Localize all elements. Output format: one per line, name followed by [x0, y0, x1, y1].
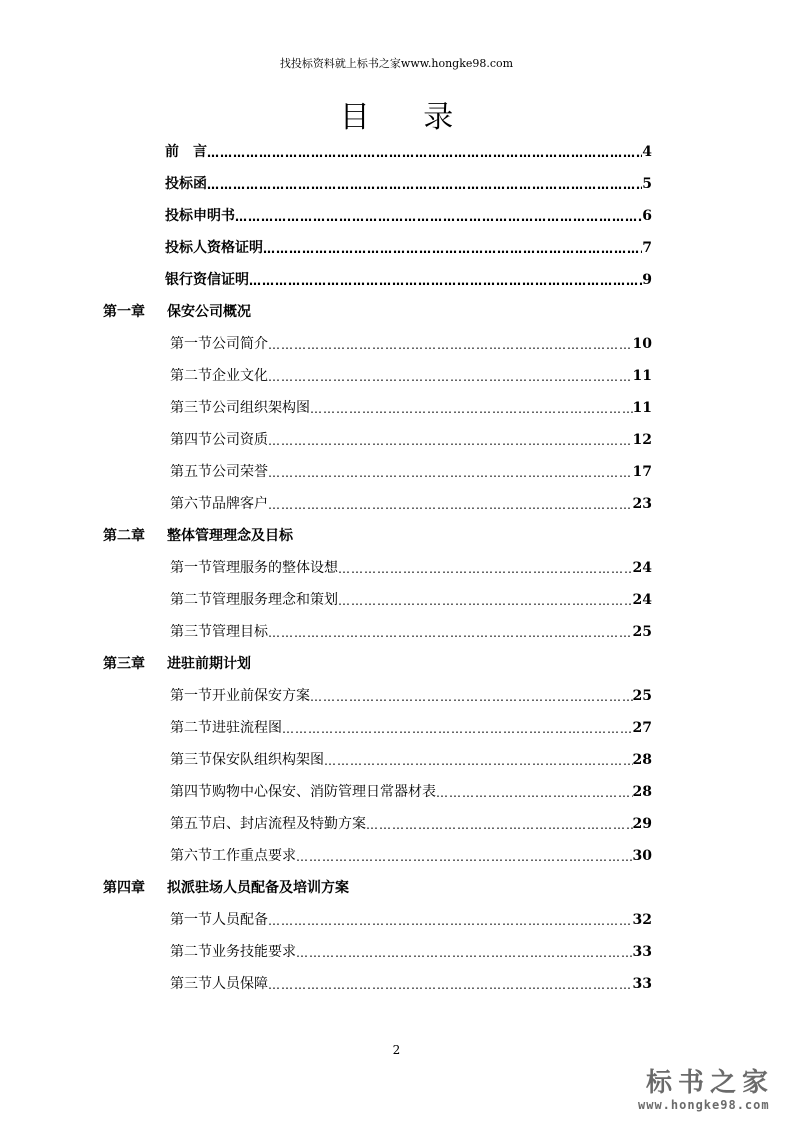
toc-entry-text: 银行资信证明 — [165, 272, 249, 288]
dot-leader — [268, 976, 633, 994]
toc-section[interactable] — [170, 686, 652, 706]
dot-leader — [207, 144, 642, 162]
section-text: 启、封店流程及特勤方案 — [212, 816, 366, 832]
section-label: 第二节 — [170, 944, 212, 960]
toc-section[interactable] — [170, 398, 652, 418]
toc-entry-page: 9 — [642, 272, 652, 288]
toc-entry-text: 投标函 — [165, 176, 207, 192]
toc-section[interactable] — [170, 846, 652, 866]
page-header: 找投标资料就上标书之家www.hongke98.com — [279, 57, 514, 70]
section-page: 23 — [632, 496, 652, 512]
toc-entry[interactable] — [165, 174, 652, 194]
dot-leader — [249, 272, 642, 290]
section-text: 公司简介 — [212, 336, 268, 352]
brand-logo-text: 标书之家 — [646, 1068, 775, 1098]
section-label: 第一节 — [170, 560, 212, 576]
section-page: 33 — [632, 944, 652, 960]
toc-entry-text: 投标人资格证明 — [165, 240, 263, 256]
section-label: 第三节 — [170, 624, 212, 640]
chapter-title: 进驻前期计划 — [167, 656, 251, 672]
toc-section[interactable] — [170, 494, 652, 514]
section-text: 管理目标 — [212, 624, 268, 640]
section-text: 公司组织架构图 — [212, 400, 310, 416]
dot-leader — [207, 176, 642, 194]
toc-chapter[interactable] — [103, 654, 251, 674]
chapter-title: 整体管理理念及目标 — [167, 528, 293, 544]
toc-entry-page: 7 — [642, 240, 652, 256]
toc-entry[interactable] — [165, 142, 652, 162]
section-page: 25 — [632, 688, 652, 704]
section-page: 24 — [632, 592, 652, 608]
toc-section[interactable] — [170, 782, 652, 802]
section-label: 第二节 — [170, 368, 212, 384]
toc-entry-page: 4 — [642, 144, 652, 160]
section-label: 第一节 — [170, 912, 212, 928]
toc-section[interactable] — [170, 718, 652, 738]
toc-entry-page: 6 — [642, 208, 652, 224]
dot-leader — [268, 368, 633, 386]
chapter-label: 第一章 — [103, 304, 145, 320]
toc-chapter[interactable] — [103, 526, 293, 546]
section-label: 第一节 — [170, 688, 212, 704]
section-page: 25 — [632, 624, 652, 640]
section-text: 管理服务的整体设想 — [212, 560, 338, 576]
section-label: 第五节 — [170, 816, 212, 832]
section-text: 公司资质 — [212, 432, 268, 448]
section-label: 第二节 — [170, 720, 212, 736]
section-label: 第六节 — [170, 848, 212, 864]
section-text: 品牌客户 — [212, 496, 268, 512]
dot-leader — [310, 688, 633, 706]
chapter-label: 第三章 — [103, 656, 145, 672]
section-label: 第六节 — [170, 496, 212, 512]
toc-section[interactable] — [170, 462, 652, 482]
section-label: 第三节 — [170, 752, 212, 768]
dot-leader — [268, 432, 633, 450]
dot-leader — [338, 560, 633, 578]
dot-leader — [310, 400, 633, 418]
toc-entry-text: 前 言 — [165, 144, 207, 160]
brand-logo — [628, 1062, 788, 1118]
section-text: 管理服务理念和策划 — [212, 592, 338, 608]
section-text: 开业前保安方案 — [212, 688, 310, 704]
dot-leader — [282, 720, 633, 738]
toc-section[interactable] — [170, 910, 652, 930]
section-page: 10 — [632, 336, 652, 352]
section-page: 28 — [632, 752, 652, 768]
toc-chapter[interactable] — [103, 878, 349, 898]
toc-section[interactable] — [170, 334, 652, 354]
section-label: 第五节 — [170, 464, 212, 480]
section-label: 第三节 — [170, 976, 212, 992]
toc-section[interactable] — [170, 558, 652, 578]
section-label: 第二节 — [170, 592, 212, 608]
toc-section[interactable] — [170, 942, 652, 962]
brand-logo-url: www.hongke98.com — [638, 1098, 770, 1112]
dot-leader — [268, 912, 633, 930]
toc-section[interactable] — [170, 430, 652, 450]
section-label: 第一节 — [170, 336, 212, 352]
section-text: 保安队组织构架图 — [212, 752, 324, 768]
toc-section[interactable] — [170, 366, 652, 386]
toc-section[interactable] — [170, 750, 652, 770]
dot-leader — [268, 624, 633, 642]
dot-leader — [268, 336, 633, 354]
chapter-title: 保安公司概况 — [167, 304, 251, 320]
section-page: 27 — [632, 720, 652, 736]
toc-section[interactable] — [170, 622, 652, 642]
toc-entry-text: 投标申明书 — [165, 208, 235, 224]
section-page: 32 — [632, 912, 652, 928]
section-page: 29 — [632, 816, 652, 832]
section-text: 购物中心保安、消防管理日常器材表 — [212, 784, 436, 800]
section-page: 11 — [632, 400, 652, 416]
dot-leader — [268, 496, 633, 514]
section-text: 人员保障 — [212, 976, 268, 992]
dot-leader — [235, 208, 642, 226]
page-number: 2 — [392, 1043, 401, 1057]
toc-chapter[interactable] — [103, 302, 251, 322]
toc-entry[interactable] — [165, 238, 652, 258]
section-text: 公司荣誉 — [212, 464, 268, 480]
section-text: 人员配备 — [212, 912, 268, 928]
section-label: 第三节 — [170, 400, 212, 416]
dot-leader — [436, 784, 633, 802]
toc-title: 目 录 — [339, 100, 476, 135]
dot-leader — [338, 592, 633, 610]
section-label: 第四节 — [170, 784, 212, 800]
section-page: 24 — [632, 560, 652, 576]
toc-entry[interactable] — [165, 270, 652, 290]
dot-leader — [263, 240, 642, 258]
toc-section[interactable] — [170, 814, 652, 834]
chapter-label: 第二章 — [103, 528, 145, 544]
section-text: 企业文化 — [212, 368, 268, 384]
section-page: 28 — [632, 784, 652, 800]
dot-leader — [268, 464, 633, 482]
chapter-label: 第四章 — [103, 880, 145, 896]
toc-entry-page: 5 — [642, 176, 652, 192]
section-text: 进驻流程图 — [212, 720, 282, 736]
dot-leader — [366, 816, 633, 834]
chapter-title: 拟派驻场人员配备及培训方案 — [167, 880, 349, 896]
dot-leader — [296, 848, 633, 866]
section-text: 业务技能要求 — [212, 944, 296, 960]
section-page: 11 — [632, 368, 652, 384]
section-label: 第四节 — [170, 432, 212, 448]
dot-leader — [324, 752, 633, 770]
section-page: 17 — [632, 464, 652, 480]
section-text: 工作重点要求 — [212, 848, 296, 864]
toc-section[interactable] — [170, 590, 652, 610]
section-page: 33 — [632, 976, 652, 992]
dot-leader — [296, 944, 633, 962]
section-page: 30 — [632, 848, 652, 864]
toc-entry[interactable] — [165, 206, 652, 226]
toc-section[interactable] — [170, 974, 652, 994]
section-page: 12 — [632, 432, 652, 448]
